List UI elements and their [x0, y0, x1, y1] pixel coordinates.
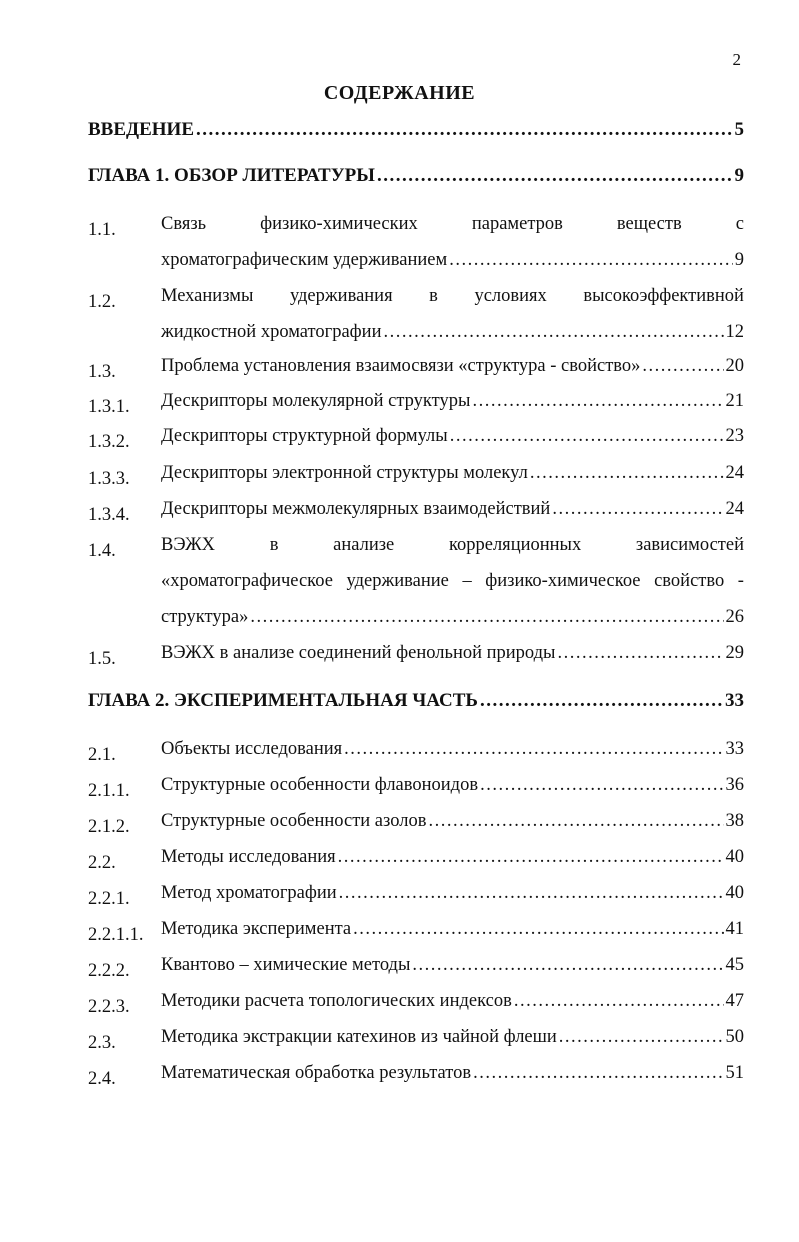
toc-page-number: 38	[725, 811, 744, 831]
toc-entry-text: Метод хроматографии	[161, 883, 337, 903]
toc-leader-dots	[558, 641, 724, 665]
toc-entry-number: 2.2.	[88, 853, 116, 873]
toc-entry-text: структура»	[161, 607, 249, 627]
toc-entry-text: «хроматографическое	[161, 571, 333, 591]
toc-entry-text: в	[429, 286, 438, 306]
toc-entry-text: Дескрипторы молекулярной структуры	[161, 391, 471, 411]
toc-leader-dots	[472, 389, 723, 413]
toc-entry-text: Структурные особенности азолов	[161, 811, 427, 831]
toc-leader-dots	[250, 605, 723, 629]
toc-page-number: 9	[734, 165, 744, 186]
toc-leader-dots	[530, 461, 724, 485]
toc-entry-text: хроматографическим удерживанием	[161, 250, 448, 270]
toc-entry-number: 2.2.2.	[88, 961, 130, 981]
toc-entry-number: 2.3.	[88, 1033, 116, 1053]
toc-entry-text: Методики расчета топологических индексов	[161, 991, 512, 1011]
toc-entry-text: ГЛАВА 2. ЭКСПЕРИМЕНТАЛЬНАЯ ЧАСТЬ	[88, 690, 478, 711]
toc-leader-dots	[383, 320, 723, 344]
toc-entry-text: Дескрипторы структурной формулы	[161, 426, 448, 446]
toc-entry-text: Проблема установления взаимосвязи «структура - свойство»	[161, 356, 641, 376]
toc-entry-number: 1.3.	[88, 362, 116, 382]
toc-entry-text: веществ	[616, 214, 682, 234]
toc-page-number: 29	[725, 643, 744, 663]
toc-entry-number: 1.2.	[88, 292, 116, 312]
toc-leader-dots	[353, 917, 723, 941]
toc-entry-text: Методика эксперимента	[161, 919, 352, 939]
toc-page-number: 21	[725, 391, 744, 411]
toc-leader-dots	[338, 845, 724, 869]
toc-page-number: 24	[725, 499, 744, 519]
toc-entry-text: Механизмы	[161, 286, 254, 306]
toc-page-number: 51	[725, 1063, 744, 1083]
toc-leader-dots	[559, 1025, 724, 1049]
toc-entry-text: с	[735, 214, 744, 234]
toc-entry-text: свойство	[654, 571, 725, 591]
toc-entry-text: высокоэффективной	[583, 286, 744, 306]
toc-entry-text: ВЭЖХ	[161, 535, 216, 555]
toc-entry-number: 1.3.4.	[88, 505, 130, 525]
toc-leader-dots	[428, 809, 723, 833]
toc-entry-text: Объекты исследования	[161, 739, 343, 759]
toc-page-number: 36	[725, 775, 744, 795]
toc-entry-number: 1.3.1.	[88, 397, 130, 417]
toc-page-number: 50	[725, 1027, 744, 1047]
toc-entry-number: 2.4.	[88, 1069, 116, 1089]
toc-entry-text: физико-химических	[260, 214, 418, 234]
toc-entry-text: корреляционных	[448, 535, 582, 555]
toc-entry-number: 2.1.2.	[88, 817, 130, 837]
toc-entry-text: ВЭЖХ в анализе соединений фенольной природы	[161, 643, 556, 663]
toc-entry-number: 2.2.1.1.	[88, 925, 144, 945]
toc-entry-text: -	[737, 571, 744, 591]
toc-entry-text: ВВЕДЕНИЕ	[88, 119, 194, 140]
toc-page-number: 26	[725, 607, 744, 627]
toc-leader-dots	[514, 989, 724, 1013]
toc-page-number: 41	[725, 919, 744, 939]
toc-entry-text: Математическая обработка результатов	[161, 1063, 472, 1083]
toc-entry-number: 2.1.	[88, 745, 116, 765]
toc-entry-number: 2.2.3.	[88, 997, 130, 1017]
toc-entry-text: –	[462, 571, 472, 591]
toc-page-number: 20	[725, 356, 744, 376]
toc-entry-text: Дескрипторы межмолекулярных взаимодействий	[161, 499, 551, 519]
toc-page-number: 5	[734, 119, 744, 140]
toc-page-number: 24	[725, 463, 744, 483]
toc-leader-dots	[480, 689, 723, 713]
toc-entry-number: 1.3.2.	[88, 432, 130, 452]
toc-page-number: 23	[725, 426, 744, 446]
page-number: 2	[732, 50, 741, 69]
toc-entry-text: жидкостной хроматографии	[161, 322, 382, 342]
toc-page-number: 45	[725, 955, 744, 975]
toc-entry-text: условиях	[474, 286, 547, 306]
toc-entry-text: в	[269, 535, 279, 555]
toc-leader-dots	[196, 118, 733, 142]
toc-entry-text: Методы исследования	[161, 847, 336, 867]
toc-leader-dots	[412, 953, 723, 977]
toc-entry-number: 1.3.3.	[88, 469, 130, 489]
toc-entry-number: 2.2.1.	[88, 889, 130, 909]
toc-page-number: 12	[725, 322, 744, 342]
toc-entry-number: 2.1.1.	[88, 781, 130, 801]
toc-entry-number: 1.1.	[88, 220, 116, 240]
toc-leader-dots	[642, 354, 723, 378]
toc-entry-text: Методика экстракции катехинов из чайной флеши	[161, 1027, 557, 1047]
toc-page-number: 9	[734, 250, 744, 270]
toc-entry-text: анализе	[333, 535, 395, 555]
toc-entry-text: физико-химическое	[485, 571, 641, 591]
page-title: СОДЕРЖАНИЕ	[323, 82, 476, 104]
toc-entry-text: удерживания	[289, 286, 393, 306]
toc-leader-dots	[449, 248, 733, 272]
toc-leader-dots	[344, 737, 723, 761]
toc-entry-text: удерживание	[346, 571, 449, 591]
toc-leader-dots	[552, 497, 723, 521]
toc-entry-text: параметров	[471, 214, 563, 234]
toc-leader-dots	[473, 1061, 723, 1085]
toc-entry-text: Структурные особенности флавоноидов	[161, 775, 479, 795]
toc-page-number: 40	[725, 847, 744, 867]
toc-entry-number: 1.4.	[88, 541, 116, 561]
toc-entry-text: ГЛАВА 1. ОБЗОР ЛИТЕРАТУРЫ	[88, 165, 375, 186]
toc-leader-dots	[377, 164, 733, 188]
toc-leader-dots	[339, 881, 724, 905]
toc-leader-dots	[450, 424, 724, 448]
toc-page-number: 47	[725, 991, 744, 1011]
toc-entry-text: зависимостей	[635, 535, 744, 555]
toc-entry-text: Связь	[161, 214, 207, 234]
toc-page-number: 33	[725, 690, 744, 711]
toc-entry-number: 1.5.	[88, 649, 116, 669]
toc-entry-text: Квантово – химические методы	[161, 955, 411, 975]
toc-leader-dots	[480, 773, 723, 797]
toc-page-number: 40	[725, 883, 744, 903]
toc-page-number: 33	[725, 739, 744, 759]
toc-entry-text: Дескрипторы электронной структуры молекул	[161, 463, 528, 483]
